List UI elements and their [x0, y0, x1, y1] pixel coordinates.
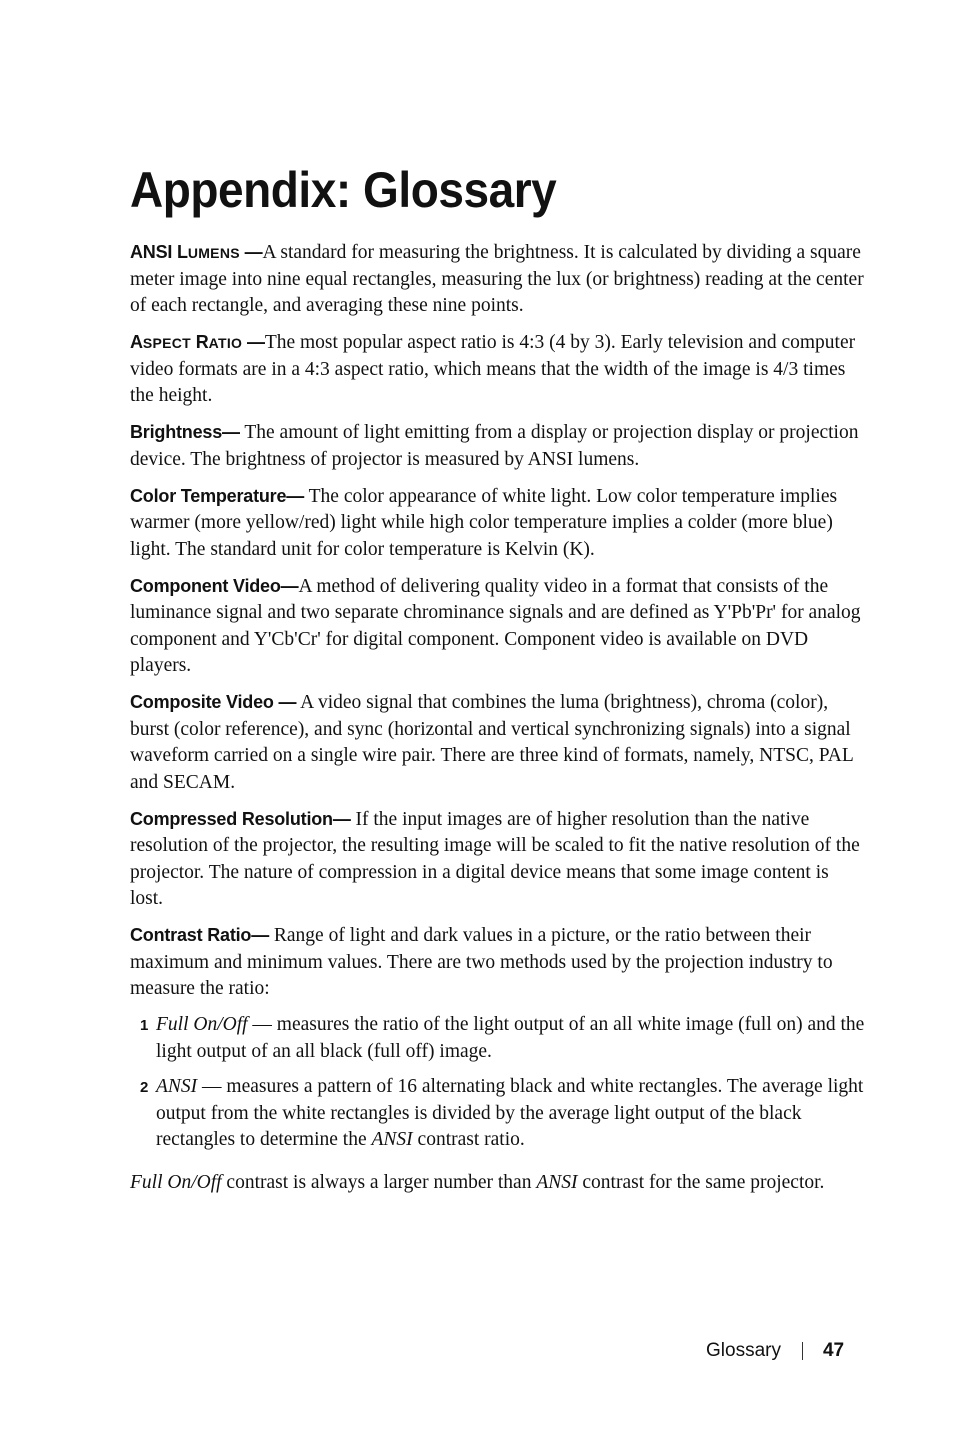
list-number: 1: [140, 1017, 149, 1034]
footer-divider: [802, 1342, 803, 1360]
glossary-definition: If the input images are of higher resolution than the native resolution of the projector, the resulting image will be scaled to fit the native resolution of the projector. The nature of compression in a digital device means that some image content is lost.: [130, 808, 860, 909]
glossary-term: Composite Video —: [130, 692, 297, 712]
list-item: 1 Full On/Off — measures the ratio of the light output of an all white image (full on) and the light output of an all black (full off) image.: [140, 1014, 865, 1062]
page-number: 47: [822, 1340, 845, 1361]
glossary-entry-aspect-ratio: [130, 329, 866, 410]
glossary-entry-component-video: [130, 573, 866, 680]
glossary-entry-composite-video: [130, 689, 866, 796]
glossary-definition: The color appearance of white light. Low color temperature implies warmer (more yellow/red) light while high color temperature implies a colder (more blue) light. The standard unit for color temperature is Kelvin (K).: [130, 485, 838, 560]
glossary-term: Compressed Resolution—: [130, 808, 351, 829]
glossary-entry-contrast-ratio: [130, 922, 866, 1003]
glossary-term: Brightness—: [130, 422, 240, 442]
list-item: 2 ANSI — measures a pattern of 16 alternating black and white rectangles. The average light output from the white rectangles is divided by the average light output of the black rectangles to determine the ANSI contrast ratio.: [140, 1076, 864, 1150]
glossary-term: ANSI LUMENS —: [130, 242, 263, 262]
footnote-paragraph: Full On/Off contrast is always a larger number than ANSI contrast for the same projector.: [130, 1171, 825, 1193]
glossary-definition: A video signal that combines the luma (brightness), chroma (color), burst (color reference), and sync (horizontal and vertical synchronizing signals) into a signal waveform carried on a single wire pair. There are three kind of formats, namely, NTSC, PAL and SECAM.: [130, 692, 854, 793]
glossary-definition: Range of light and dark values in a picture, or the ratio between their maximum and minimum values. There are two methods used by the projection industry to measure the ratio:: [130, 925, 833, 999]
glossary-definition: The amount of light emitting from a display or projection display or projection device. The brightness of projector is measured by ANSI lumens.: [130, 422, 859, 470]
glossary-content: [130, 239, 866, 1196]
page-title: Appendix: Glossary: [130, 162, 557, 218]
glossary-term: Color Temperature—: [130, 485, 305, 506]
list-number: 2: [140, 1079, 149, 1096]
glossary-definition: A method of delivering quality video in a format that consists of the luminance signal and two separate chrominance signals and are defined as Y'Pb'Pr' for analog component and Y'Cb'Cr' for digital component. Component video is available on DVD players.: [130, 575, 861, 676]
glossary-term: Contrast Ratio—: [130, 925, 270, 945]
glossary-definition: A standard for measuring the brightness. It is calculated by dividing a square meter image into nine equal rectangles, measuring the lux (or brightness) reading at the center of each rectangle, and averaging these nine points.: [130, 242, 864, 316]
glossary-entry-compressed-resolution: [130, 806, 866, 913]
glossary-entry-ansi-lumens: [130, 239, 866, 320]
footer-section-label: Glossary: [706, 1340, 781, 1361]
glossary-term: Component Video—: [130, 575, 299, 596]
page-footer: [706, 1338, 844, 1364]
glossary-entry-brightness: [130, 419, 866, 473]
glossary-definition: The most popular aspect ratio is 4:3 (4 by 3). Early television and computer video formats are in a 4:3 aspect ratio, which means that the width of the image is 4/3 times the height.: [130, 332, 856, 406]
glossary-entry-color-temperature: [130, 483, 866, 564]
glossary-term: ASPECT RATIO —: [130, 332, 265, 352]
